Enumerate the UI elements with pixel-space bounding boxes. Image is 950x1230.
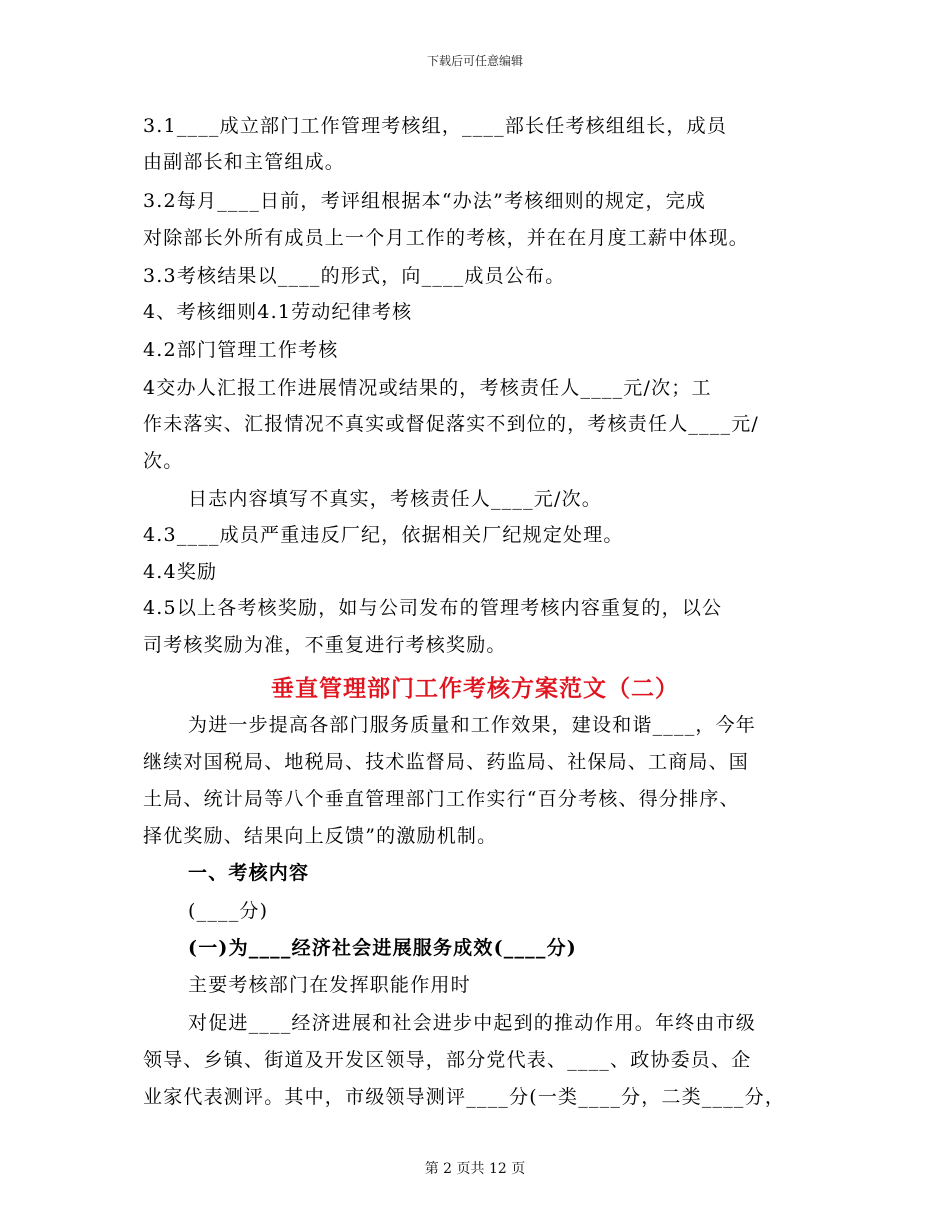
clause-4-2: 4.2部门管理工作考核 bbox=[143, 339, 339, 361]
intro-paragraph: 为进一步提高各部门服务质量和工作效果，建设和谐____，今年 bbox=[188, 714, 757, 736]
intro-paragraph-cont3: 择优奖励、结果向上反馈”的激励机制。 bbox=[143, 825, 498, 847]
score-line: (____分) bbox=[188, 900, 269, 922]
clause-4-4: 4.4奖励 bbox=[143, 561, 218, 583]
body-line-3: 领导、乡镇、街道及开发区领导，部分党代表、____、政协委员、企 bbox=[143, 1049, 752, 1071]
clause-4-1: 4、考核细则4.1劳动纪律考核 bbox=[143, 301, 413, 323]
clause-4-2-item-cont: 作未落实、汇报情况不真实或督促落实不到位的，考核责任人____元/ bbox=[143, 413, 760, 435]
intro-paragraph-cont1: 继续对国税局、地税局、技术监督局、药监局、社保局、工商局、国 bbox=[143, 751, 750, 773]
clause-4-5-cont: 司考核奖励为准，不重复进行考核奖励。 bbox=[143, 634, 507, 656]
body-line-4: 业家代表测评。其中，市级领导测评____分(一类____分，二类____分， bbox=[143, 1086, 786, 1108]
clause-3-1: 3.1____成立部门工作管理考核组，____部长任考核组组长，成员 bbox=[143, 115, 728, 137]
body-line-1: 主要考核部门在发挥职能作用时 bbox=[188, 974, 471, 996]
clause-3-3: 3.3考核结果以____的形式，向____成员公布。 bbox=[143, 265, 566, 287]
intro-paragraph-cont2: 土局、统计局等八个垂直管理部门工作实行“百分考核、得分排序、 bbox=[143, 788, 740, 810]
clause-3-1-cont: 由副部长和主管组成。 bbox=[143, 151, 346, 173]
subheading-1: (一)为____经济社会进展服务成效(____分) bbox=[188, 937, 577, 959]
page-footer: 第 2 页共 12 页 bbox=[424, 1161, 526, 1177]
clause-4-2-item-cont2: 次。 bbox=[143, 450, 184, 472]
body-line-2: 对促进____经济进展和社会进步中起到的推动作用。年终由市级 bbox=[188, 1012, 757, 1034]
clause-4-2-item: 4交办人汇报工作进展情况或结果的，考核责任人____元/次；工 bbox=[143, 377, 712, 399]
clause-3-2-cont: 对除部长外所有成员上一个月工作的考核，并在在月度工薪中体现。 bbox=[143, 227, 750, 249]
heading-content: 一、考核内容 bbox=[188, 862, 310, 884]
clause-4-5: 4.5以上各考核奖励，如与公司发布的管理考核内容重复的，以公 bbox=[143, 597, 723, 619]
log-clause: 日志内容填写不真实，考核责任人____元/次。 bbox=[188, 488, 603, 510]
section-title: 垂直管理部门工作考核方案范文（二） bbox=[271, 676, 679, 702]
clause-3-2: 3.2每月____日前，考评组根据本“办法”考核细则的规定，完成 bbox=[143, 190, 707, 212]
page-header: 下载后可任意编辑 bbox=[426, 54, 523, 68]
clause-4-3: 4.3____成员严重违反厂纪，依据相关厂纪规定处理。 bbox=[143, 524, 624, 546]
